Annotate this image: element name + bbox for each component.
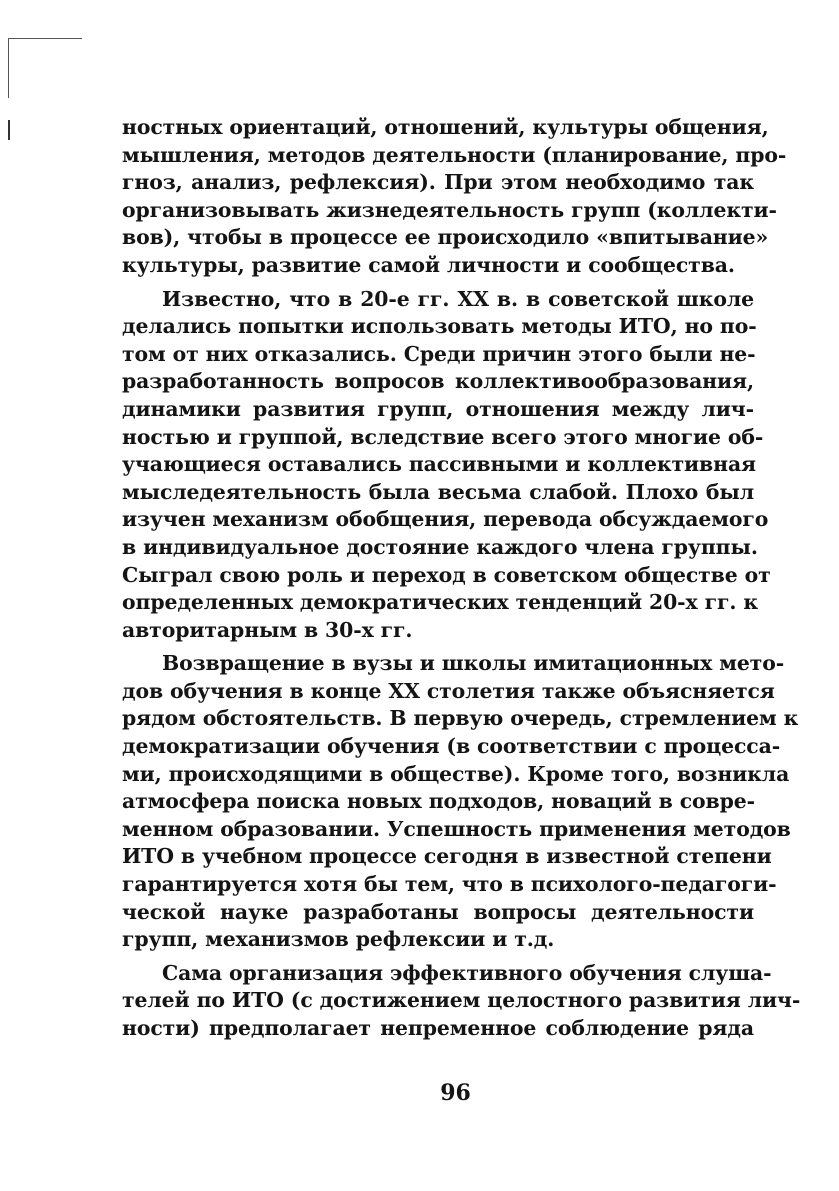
text-line: ностью и группой, вследствие всего этого многие об- — [122, 424, 764, 449]
text-line: мыследеятельность была весьма слабой. Плохо был — [122, 479, 754, 504]
text-line: демократизации обучения (в соответствии с процесса- — [122, 734, 781, 759]
text-line: атмосфера поиска новых подходов, новаций в совре- — [122, 789, 755, 814]
text-line: учающиеся оставались пассивными и коллективная — [122, 452, 757, 477]
paragraph — [122, 286, 771, 645]
text-line: динамики развития групп, отношения между лич- — [122, 396, 754, 421]
text-line: групп, механизмов рефлексии и т.д. — [122, 927, 555, 952]
text-line: определенных демократических тенденций 20-х гг. к — [122, 590, 759, 615]
text-line: Сама организация эффективного обучения слуша- — [162, 960, 772, 985]
text-line: делались попытки использовать методы ИТО, но по- — [122, 314, 757, 339]
text-line: изучен механизм обобщения, перевода обсуждаемого — [122, 507, 769, 532]
text-line: авторитарным в 30-х гг. — [122, 617, 413, 642]
scan-corner-mark — [8, 38, 9, 98]
text-line: гноз, анализ, рефлексия). При этом необходимо так — [122, 170, 754, 195]
page-number: 96 — [440, 1080, 471, 1106]
text-line: вов), чтобы в процессе ее происходило «впитывание» — [122, 225, 769, 250]
text-line: менном образовании. Успешность применения методов — [122, 816, 791, 841]
text-line: дов обучения в конце XX столетия также объясняется — [122, 678, 775, 703]
paragraph — [122, 114, 787, 280]
scan-corner-mark — [8, 38, 82, 39]
paragraph — [122, 960, 801, 1043]
text-line: том от них отказались. Среди причин этого были не- — [122, 341, 756, 366]
text-line: Известно, что в 20-е гг. XX в. в советской школе — [162, 286, 754, 311]
text-line: разработанность вопросов коллективообразования, — [122, 369, 754, 394]
paragraph — [122, 650, 799, 954]
text-line: мышления, методов деятельности (планирование, про- — [122, 142, 787, 167]
text-line: ческой науке разработаны вопросы деятельности — [122, 899, 754, 924]
scan-edge-mark — [8, 120, 10, 140]
text-line: ности) предполагает непременное соблюдение ряда — [122, 1016, 754, 1040]
text-line: в индивидуальное достояние каждого члена группы. — [122, 534, 758, 559]
text-line: Возвращение в вузы и школы имитационных мето- — [162, 651, 785, 676]
text-line: рядом обстоятельств. В первую очередь, стремлением к — [122, 706, 799, 731]
text-line: гарантируется хотя бы тем, что в психолого-педагоги- — [122, 872, 777, 897]
text-line: культуры, развитие самой личности и сообщества. — [122, 252, 735, 277]
text-line: ностных ориентаций, отношений, культуры общения, — [122, 115, 769, 139]
text-line: организовывать жизнедеятельность групп (коллекти- — [122, 197, 777, 222]
text-line: ИТО в учебном процессе сегодня в известной степени — [122, 844, 772, 869]
text-line: ми, происходящими в обществе). Кроме того, возникла — [122, 761, 790, 786]
text-line: Сыграл свою роль и переход в советском обществе от — [122, 562, 771, 587]
body-text — [122, 114, 801, 1043]
text-line: телей по ИТО (с достижением целостного развития лич- — [122, 988, 801, 1013]
